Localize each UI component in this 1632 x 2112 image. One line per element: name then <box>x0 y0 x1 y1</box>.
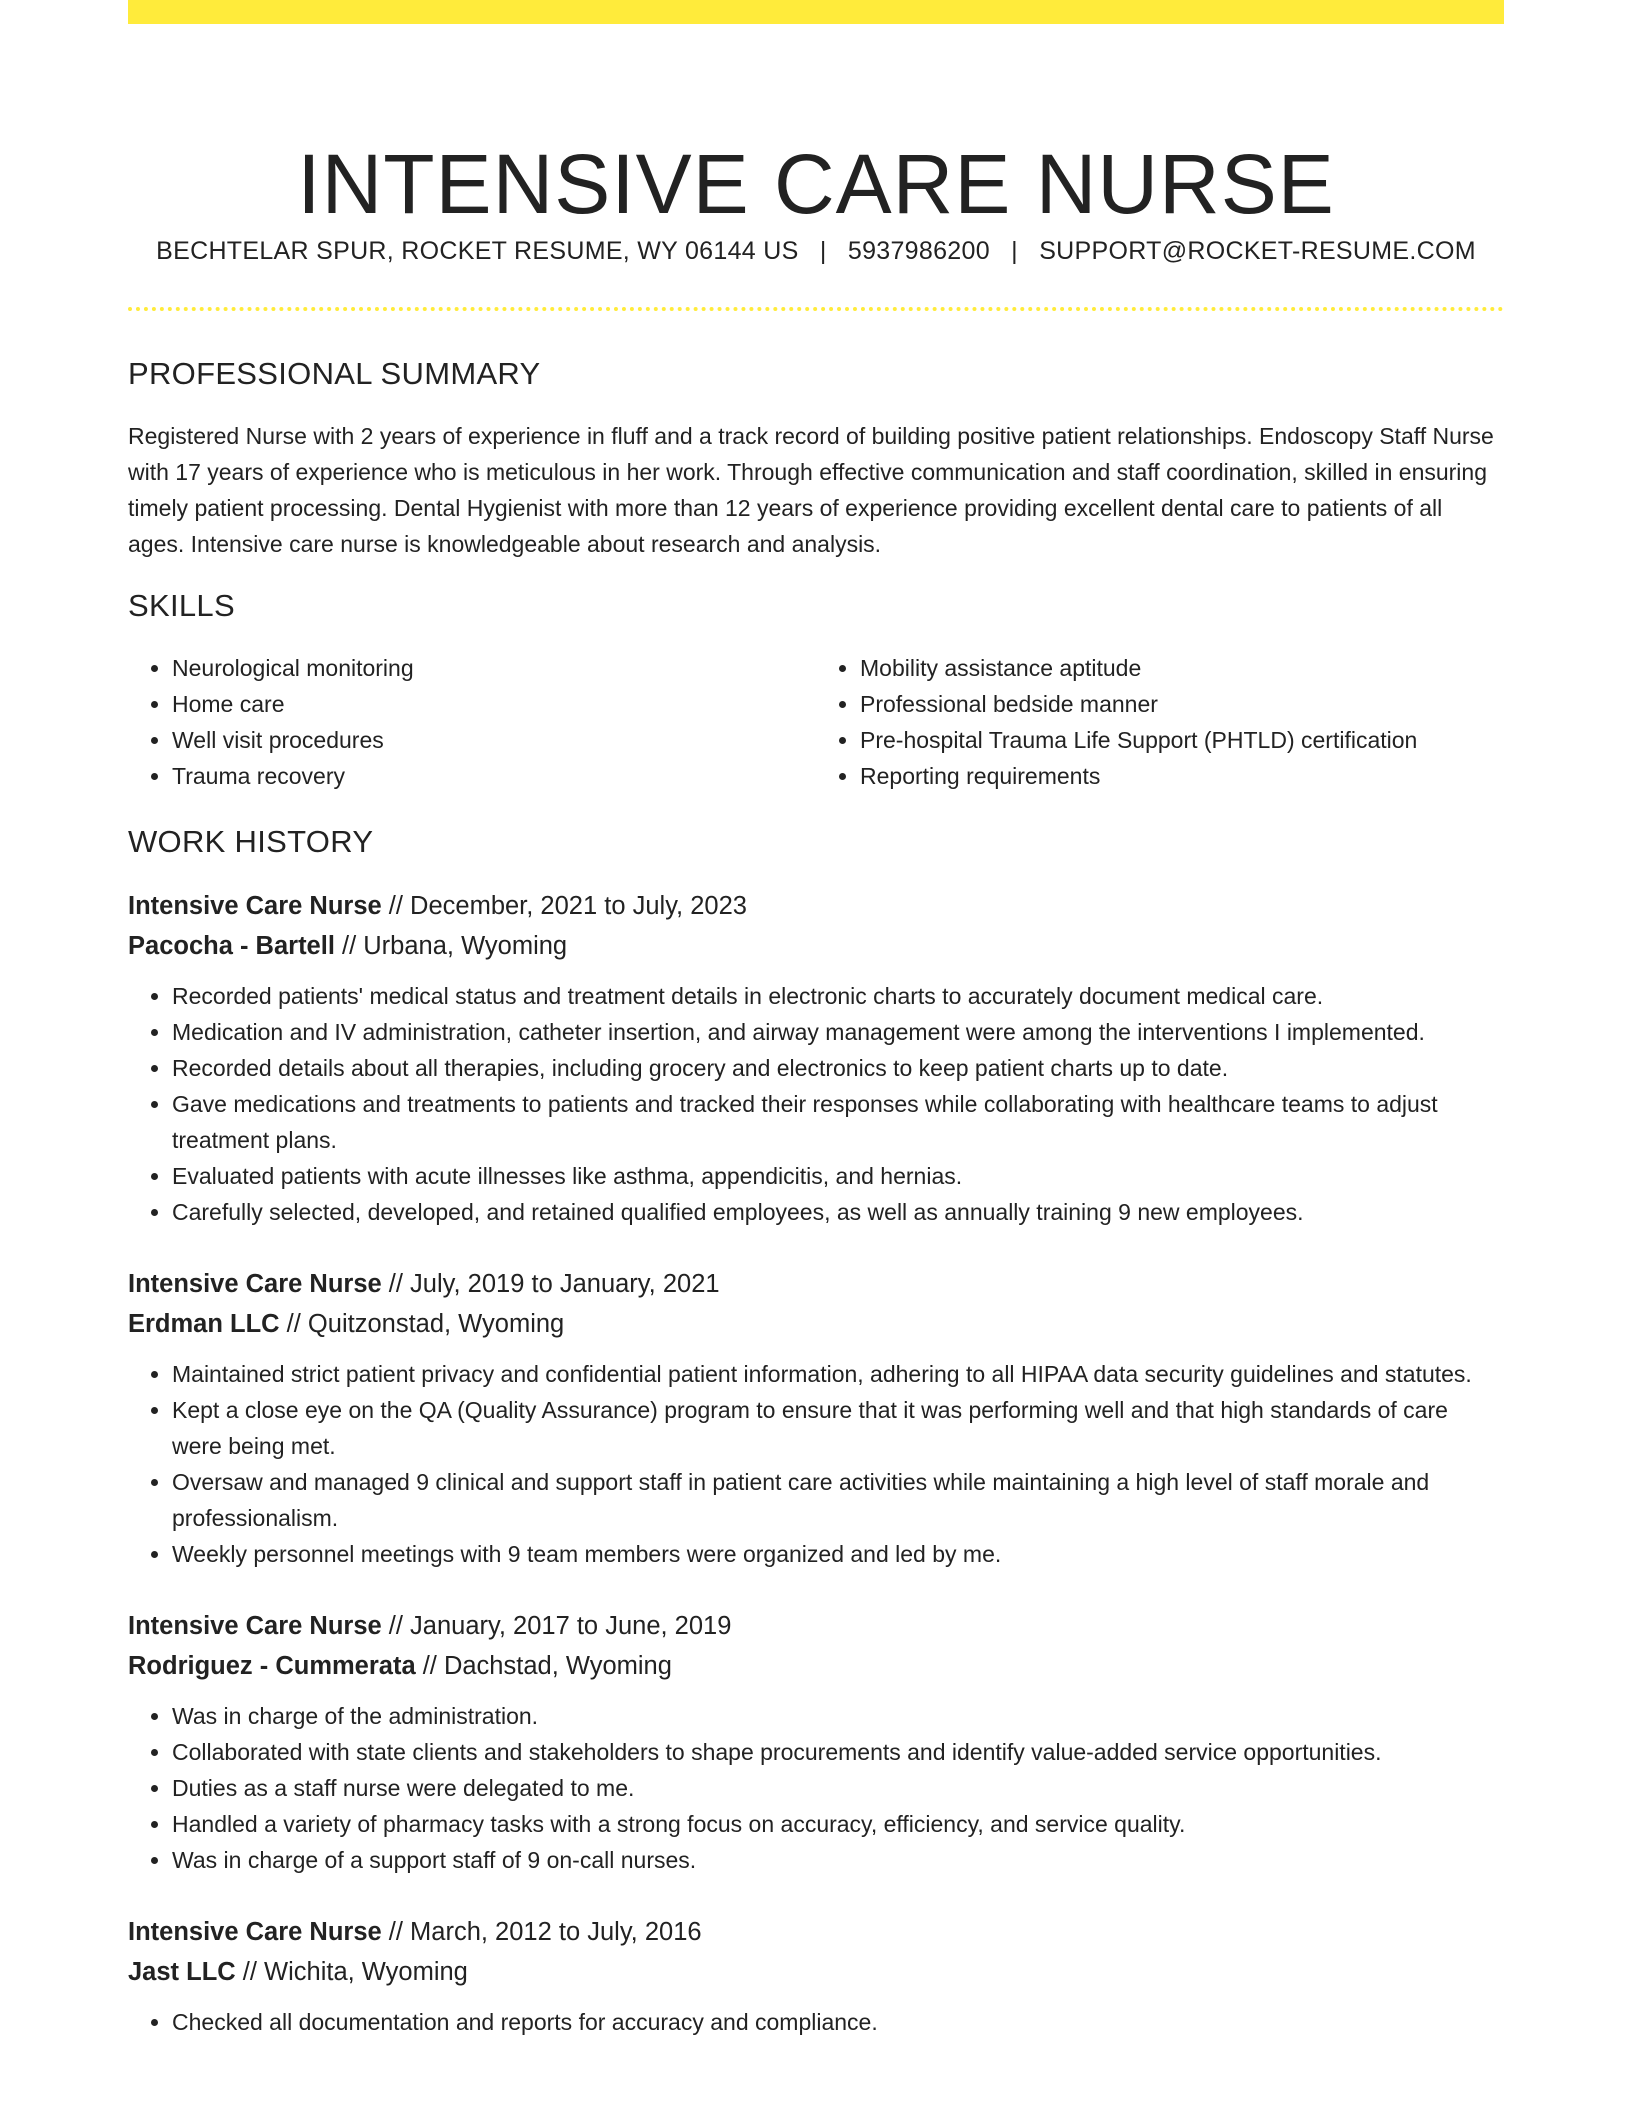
job-entry <box>128 1606 1504 1878</box>
job-dates: // January, 2017 to June, 2019 <box>381 1612 732 1640</box>
job-company-line <box>128 1952 1504 1992</box>
skill-item: • Mobility assistance aptitude <box>860 650 1504 686</box>
skill-item: • Neurological monitoring <box>172 650 816 686</box>
job-bullet: • Kept a close eye on the QA (Quality Assurance) program to ensure that it was performing well and that high standards of care were being met. <box>172 1392 1504 1464</box>
summary-text: Registered Nurse with 2 years of experience in fluff and a track record of building positive patient relationships. Endoscopy Staff Nurse with 17 years of experience who is meticulous in her work. Through effective communication and staff coordination, skilled in ensuring timely patient processing. Dental Hygienist with more than 12 years of experience providing excellent dental care to patients of all ages. Intensive care nurse is knowledgeable about research and analysis. <box>128 423 1494 557</box>
job-location: // Urbana, Wyoming <box>334 932 568 960</box>
accent-top-bar <box>128 0 1504 24</box>
contact-phone: 5937986200 <box>847 237 990 265</box>
job-title-line <box>128 886 1504 926</box>
skill-item: • Professional bedside manner <box>860 686 1504 722</box>
skills-list <box>128 650 1504 794</box>
job-bullet: • Checked all documentation and reports for accuracy and compliance. <box>172 2004 1504 2040</box>
job-bullet: • Medication and IV administration, catheter insertion, and airway management were among the interventions I implemented. <box>172 1014 1504 1050</box>
contact-address: BECHTELAR SPUR, ROCKET RESUME, WY 06144 US <box>156 237 799 265</box>
job-bullet: • Duties as a staff nurse were delegated to me. <box>172 1770 1504 1806</box>
job-title: Intensive Care Nurse <box>128 1612 382 1640</box>
job-bullets <box>128 2004 1504 2040</box>
job-title: Intensive Care Nurse <box>128 892 382 920</box>
dotted-divider <box>128 307 1504 311</box>
job-company-line <box>128 926 1504 966</box>
skill-item: • Well visit procedures <box>172 722 816 758</box>
job-bullet: • Recorded details about all therapies, including grocery and electronics to keep patient charts up to date. <box>172 1050 1504 1086</box>
job-bullet: • Was in charge of a support staff of 9 on-call nurses. <box>172 1842 1504 1878</box>
job-bullet: • Collaborated with state clients and stakeholders to shape procurements and identify value-added service opportunities. <box>172 1734 1504 1770</box>
job-dates: // July, 2019 to January, 2021 <box>381 1270 720 1298</box>
job-title-line <box>128 1912 1504 1952</box>
contact-line <box>128 237 1504 266</box>
job-company-line <box>128 1304 1504 1344</box>
job-location: // Dachstad, Wyoming <box>415 1652 672 1680</box>
job-title: Intensive Care Nurse <box>128 1270 382 1298</box>
job-bullet: • Carefully selected, developed, and retained qualified employees, as well as annually training 9 new employees. <box>172 1194 1504 1230</box>
skills-column-left <box>128 650 816 794</box>
job-dates: // December, 2021 to July, 2023 <box>381 892 747 920</box>
job-bullets <box>128 978 1504 1230</box>
job-bullet: • Gave medications and treatments to patients and tracked their responses while collaborating with healthcare teams to adjust treatment plans. <box>172 1086 1504 1158</box>
skill-item: • Pre-hospital Trauma Life Support (PHTLD) certification <box>860 722 1504 758</box>
job-company: Jast LLC <box>128 1958 236 1986</box>
job-dates: // March, 2012 to July, 2016 <box>381 1918 702 1946</box>
contact-separator: | <box>1011 237 1018 265</box>
job-company: Rodriguez - Cummerata <box>128 1652 416 1680</box>
job-bullet: • Oversaw and managed 9 clinical and support staff in patient care activities while maintaining a high level of staff morale and professionalism. <box>172 1464 1504 1536</box>
skill-item: • Home care <box>172 686 816 722</box>
job-bullet: • Handled a variety of pharmacy tasks with a strong focus on accuracy, efficiency, and service quality. <box>172 1806 1504 1842</box>
job-bullet: • Weekly personnel meetings with 9 team members were organized and led by me. <box>172 1536 1504 1572</box>
job-company: Erdman LLC <box>128 1310 280 1338</box>
job-entry <box>128 1264 1504 1572</box>
skill-item: • Reporting requirements <box>860 758 1504 794</box>
job-entry <box>128 1912 1504 2040</box>
summary-heading: PROFESSIONAL SUMMARY <box>128 356 541 391</box>
job-title-line <box>128 1606 1504 1646</box>
work-history-heading: WORK HISTORY <box>128 824 374 859</box>
resume-content <box>128 356 1504 2074</box>
job-bullet: • Recorded patients' medical status and treatment details in electronic charts to accurately document medical care. <box>172 978 1504 1014</box>
job-company: Pacocha - Bartell <box>128 932 335 960</box>
resume-title: INTENSIVE CARE NURSE <box>297 137 1335 232</box>
job-location: // Wichita, Wyoming <box>235 1958 468 1986</box>
job-bullets <box>128 1356 1504 1572</box>
job-company-line <box>128 1646 1504 1686</box>
job-title: Intensive Care Nurse <box>128 1918 382 1946</box>
job-bullet: • Was in charge of the administration. <box>172 1698 1504 1734</box>
skill-item: • Trauma recovery <box>172 758 816 794</box>
job-bullet: • Maintained strict patient privacy and confidential patient information, adhering to all HIPAA data security guidelines and statutes. <box>172 1356 1504 1392</box>
job-entry <box>128 886 1504 1230</box>
job-bullet: • Evaluated patients with acute illnesses like asthma, appendicitis, and hernias. <box>172 1158 1504 1194</box>
contact-separator: | <box>819 237 827 265</box>
skills-column-right <box>816 650 1504 794</box>
skills-heading: SKILLS <box>128 588 235 623</box>
job-location: // Quitzonstad, Wyoming <box>279 1310 565 1338</box>
job-title-line <box>128 1264 1504 1304</box>
contact-email: SUPPORT@ROCKET-RESUME.COM <box>1039 237 1476 265</box>
job-bullets <box>128 1698 1504 1878</box>
